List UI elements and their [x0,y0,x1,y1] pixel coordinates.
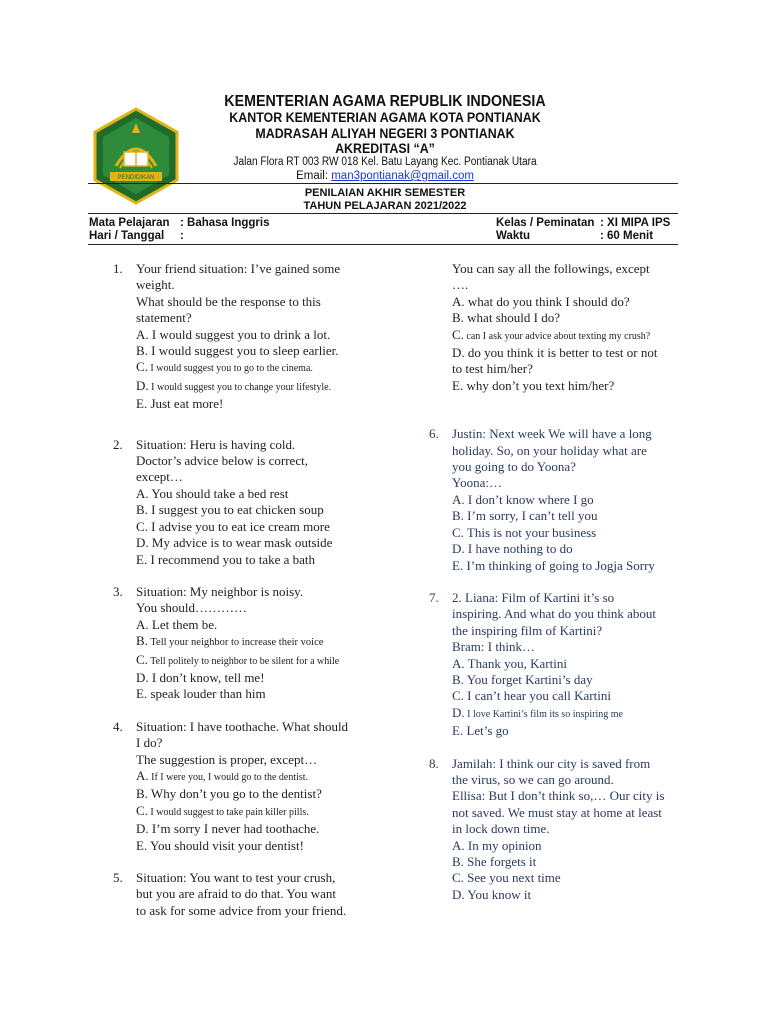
option-e: E. Just eat more! [136,396,224,412]
meta-divider [88,244,678,245]
option-c: C. I advise you to eat ice cream more [136,518,330,534]
email-label: Email: [296,170,332,182]
school-address: Jalan Flora RT 003 RW 018 Kel. Batu Layang Kec. Pontianak Utara [233,156,537,168]
question-text: to ask for some advice from your friend. [136,902,347,918]
option-c: C. This is not your business [452,524,597,540]
option-a: A. I don’t know where I go [452,491,594,507]
question-5-continued [429,261,691,394]
option-c: C. See you next time [452,870,561,886]
right-column [429,261,691,903]
question-text: Situation: You want to test your crush, [136,870,336,885]
option-a: A. I would suggest you to drink a lot. [136,326,331,342]
option-d [136,378,383,396]
question-text: weight. [136,277,175,293]
option-b: B. She forgets it [452,854,537,869]
exam-title: PENILAIAN AKHIR SEMESTER [304,187,466,199]
question-text: inspiring. And what do you think about [452,606,657,622]
question-text: Situation: I have toothache. What should [136,718,349,734]
option-a: A. Thank you, Kartini [452,655,567,671]
option-d: D. I don’t know, tell me! [136,669,265,685]
option-b: B. You forget Kartini’s day [452,671,593,687]
question-text: …. [452,277,469,293]
option-d-continued: to test him/her? [452,361,533,377]
option-letter: C. [136,802,148,818]
option-d: D. You know it [452,886,532,902]
question-text: not saved. We must stay at home at least [452,804,662,820]
question-text: Jamilah: I think our city is saved from [452,755,651,771]
option-text: I love Kartini’s film its so inspiring me [464,708,623,720]
option-text: can I ask your advice about texting my crush? [463,330,651,342]
option-letter: C. [136,651,148,667]
question-4 [113,719,383,854]
school-name: MADRASAH ALIYAH NEGERI 3 PONTIANAK [255,126,515,141]
left-column [113,261,383,919]
question-number: 3. [113,583,123,599]
class-value: : XI MIPA IPS [600,217,671,229]
option-letter: B. [136,633,148,649]
option-a: A. You should take a bed rest [136,485,289,501]
question-number: 6. [429,426,439,442]
question-text: Your friend situation: I’ve gained some [136,261,341,276]
office-title: KANTOR KEMENTERIAN AGAMA KOTA PONTIANAK [229,110,541,125]
option-e: E. speak louder than him [136,686,266,702]
subject-label: Mata Pelajaran [89,217,170,229]
option-text: Tell your neighbor to increase their voice [147,637,324,649]
option-b [136,633,383,651]
question-text: the inspiring film of Kartini? [452,622,603,638]
option-c [136,359,383,377]
option-d: D. My advice is to wear mask outside [136,535,333,551]
question-8 [429,756,691,904]
question-text: the virus, so we can go around. [452,771,614,787]
option-a [136,768,383,786]
class-label: Kelas / Peminatan [496,217,595,229]
question-text: Doctor’s advice below is correct, [136,453,308,469]
question-text: Yoona:… [452,475,502,491]
option-d [452,705,691,723]
question-text: 2. Liana: Film of Kartini it’s so [452,589,615,605]
svg-text:PENDIDIKAN: PENDIDIKAN [117,175,155,181]
question-text: holiday. So, on your holiday what are [452,442,647,458]
question-text: Situation: Heru is having cold. [136,436,296,452]
school-email [192,170,578,182]
option-b: B. Why don’t you go to the dentist? [136,786,322,802]
exam-year: TAHUN PELAJARAN 2021/2022 [303,200,467,212]
question-2 [113,437,383,568]
option-e: E. Let’s go [452,723,509,739]
option-e: E. why don’t you text him/her? [452,377,615,393]
option-text: I would suggest you to change your lifestyle. [148,381,332,393]
option-d: D. do you think it is better to test or not [452,345,658,361]
question-text: statement? [136,310,192,326]
question-text: in lock down time. [452,821,550,837]
accreditation: AKREDITASI “A” [335,141,435,156]
question-text: You can say all the followings, except [452,261,650,276]
option-letter: A. [136,767,149,783]
date-value: : [180,230,184,242]
question-text: I do? [136,735,163,751]
ministry-title: KEMENTERIAN AGAMA REPUBLIK INDONESIA [224,93,546,110]
question-6 [429,426,691,574]
question-text: except… [136,469,183,485]
question-text: The suggestion is proper, except… [136,751,318,767]
question-number: 8. [429,755,439,771]
question-number: 5. [113,870,123,885]
option-text: I would suggest to take pain killer pills. [147,806,309,818]
question-text: you going to do Yoona? [452,459,576,475]
option-c: C. I can’t hear you call Kartini [452,688,611,704]
option-b: B. I suggest you to eat chicken soup [136,502,324,518]
question-text: What should be the response to this [136,293,321,309]
option-e: E. I’m thinking of going to Jogja Sorry [452,557,655,573]
question-text: but you are afraid to do that. You want [136,886,337,902]
option-letter: D. [452,704,465,720]
question-text: Bram: I think… [452,639,536,655]
question-text: Situation: My neighbor is noisy. [136,583,304,599]
question-text: Justin: Next week We will have a long [452,426,652,442]
option-letter: D. [136,377,149,393]
question-number: 2. [113,436,123,452]
header-divider [88,183,678,184]
option-text: I would suggest you to go to the cinema. [147,363,313,375]
date-label: Hari / Tanggal [89,230,165,242]
question-text: Ellisa: But I don’t think so,… Our city is [452,788,665,804]
question-text: You should………… [136,600,248,616]
option-b: B. what should I do? [452,310,560,326]
question-3 [113,584,383,703]
option-a: A. In my opinion [452,837,542,853]
question-1 [113,261,383,413]
option-d: D. I have nothing to do [452,541,573,557]
option-c [452,327,691,345]
option-text: Tell politely to neighbor to be silent for a while [147,655,340,667]
option-b: B. I’m sorry, I can’t tell you [452,508,598,524]
question-5 [113,870,383,919]
option-e: E. I recommend you to take a bath [136,551,316,567]
option-a: A. what do you think I should do? [452,293,630,309]
ministry-logo [86,106,186,206]
email-link[interactable]: man3pontianak@gmail.com [331,170,474,182]
question-7 [429,590,691,740]
option-e: E. You should visit your dentist! [136,837,304,853]
option-d: D. I’m sorry I never had toothache. [136,821,320,837]
option-letter: C. [136,359,148,375]
option-letter: C. [452,326,464,342]
option-c [136,803,383,821]
question-number: 1. [113,261,123,276]
option-c [136,652,383,670]
question-number: 7. [429,589,439,605]
time-value: : 60 Menit [600,230,654,242]
time-label: Waktu [496,230,531,242]
exam-divider [88,213,678,214]
question-number: 4. [113,718,123,734]
subject-value: : Bahasa Inggris [180,217,270,229]
option-text: If I were you, I would go to the dentist. [148,771,309,783]
option-b: B. I would suggest you to sleep earlier. [136,343,339,359]
option-a: A. Let them be. [136,616,218,632]
